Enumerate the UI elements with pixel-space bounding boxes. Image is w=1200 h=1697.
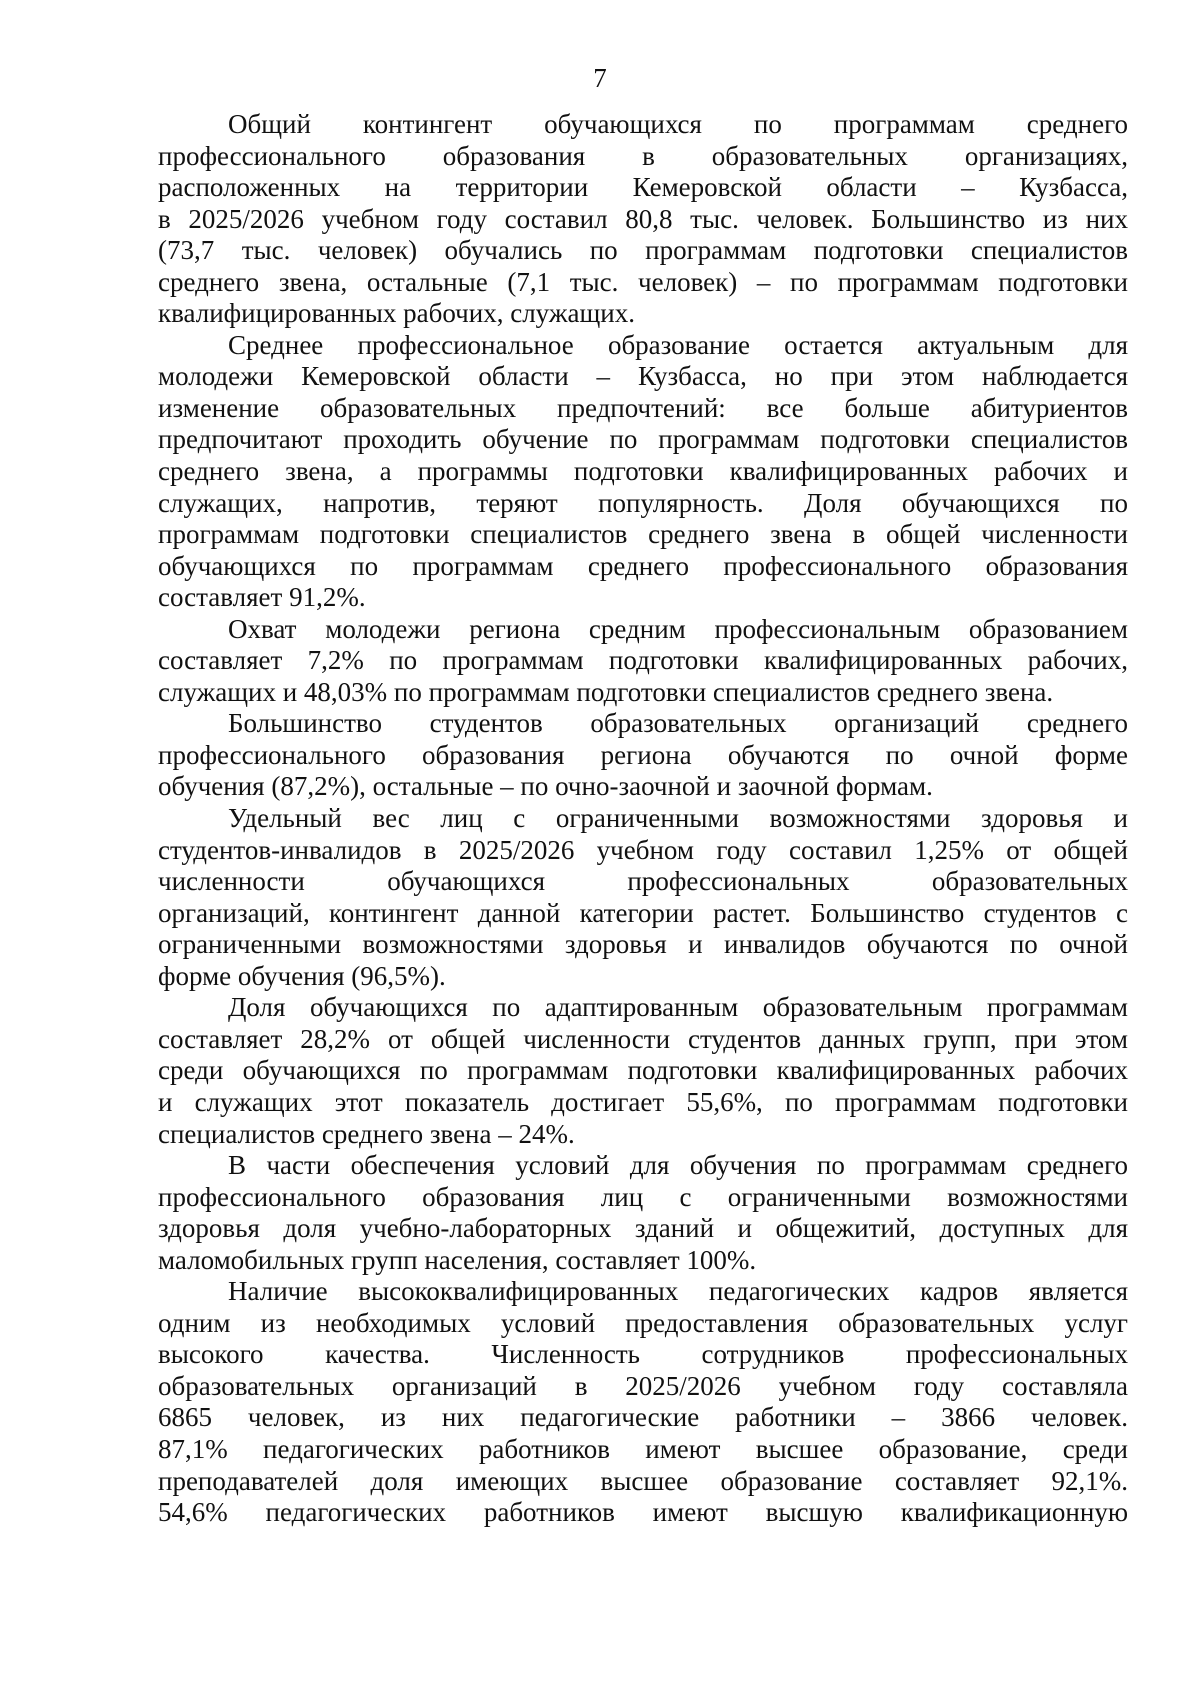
text-line: здоровья доля учебно-лабораторных зданий и общежитий, доступных для xyxy=(158,1213,1128,1244)
text-line: высокого качества. Численность сотрудников профессиональных xyxy=(158,1339,1128,1370)
text-line: программам подготовки специалистов среднего звена в общей численности xyxy=(158,519,1128,550)
paragraph xyxy=(158,614,1128,709)
text-line: изменение образовательных предпочтений: все больше абитуриентов xyxy=(158,392,1128,423)
text-line: и служащих этот показатель достигает 55,6%, по программам подготовки xyxy=(158,1086,1128,1117)
text-line: Среднее профессиональное образование остается актуальным для xyxy=(228,329,1128,360)
text-line: Общий контингент обучающихся по программам среднего xyxy=(228,109,1128,139)
text-line: ограниченными возможностями здоровья и инвалидов обучаются по очной xyxy=(158,929,1128,960)
text-line: В части обеспечения условий для обучения по программам среднего xyxy=(228,1150,1128,1181)
text-line: 87,1% педагогических работников имеют высшее образование, среди xyxy=(158,1433,1128,1464)
paragraph xyxy=(158,330,1128,614)
text-line: профессионального образования в образовательных организациях, xyxy=(158,140,1128,171)
text-line: специалистов среднего звена – 24%. xyxy=(158,1118,575,1149)
text-line: Наличие высококвалифицированных педагогических кадров является xyxy=(228,1276,1128,1307)
text-line: одним из необходимых условий предоставления образовательных услуг xyxy=(158,1307,1128,1338)
text-line: обучающихся по программам среднего профессионального образования xyxy=(158,550,1128,581)
text-line: профессионального образования лиц с ограниченными возможностями xyxy=(158,1181,1128,1212)
page-number: 7 xyxy=(593,63,607,93)
paragraph xyxy=(158,708,1128,803)
text-line: студентов-инвалидов в 2025/2026 учебном году составил 1,25% от общей xyxy=(158,834,1128,865)
text-line: Охват молодежи региона средним профессиональным образованием xyxy=(228,613,1128,644)
text-line: составляет 91,2%. xyxy=(158,582,366,613)
document-body xyxy=(158,109,1128,1529)
text-line: составляет 28,2% от общей численности студентов данных групп, при этом xyxy=(158,1023,1128,1054)
text-line: форме обучения (96,5%). xyxy=(158,960,446,991)
text-line: предпочитают проходить обучение по программам подготовки специалистов xyxy=(158,424,1128,455)
text-line: Большинство студентов образовательных организаций среднего xyxy=(228,708,1128,739)
paragraph xyxy=(158,803,1128,992)
text-line: составляет 7,2% по программам подготовки квалифицированных рабочих, xyxy=(158,645,1128,676)
text-line: 54,6% педагогических работников имеют высшую квалификационную xyxy=(158,1497,1128,1528)
paragraph xyxy=(158,109,1128,330)
text-line: 6865 человек, из них педагогические работники – 3866 человек. xyxy=(158,1402,1128,1433)
text-line: среднего звена, а программы подготовки квалифицированных рабочих и xyxy=(158,456,1128,487)
text-line: служащих и 48,03% по программам подготовки специалистов среднего звена. xyxy=(158,676,1054,707)
text-line: среднего звена, остальные (7,1 тыс. человек) – по программам подготовки xyxy=(158,266,1128,297)
text-line: квалифицированных рабочих, служащих. xyxy=(158,298,635,329)
text-line: расположенных на территории Кемеровской области – Кузбасса, xyxy=(158,172,1128,203)
text-line: молодежи Кемеровской области – Кузбасса, но при этом наблюдается xyxy=(158,361,1128,392)
paragraph xyxy=(158,992,1128,1150)
text-line: численности обучающихся профессиональных образовательных xyxy=(158,866,1128,897)
text-line: Доля обучающихся по адаптированным образовательным программам xyxy=(228,992,1128,1023)
text-line: образовательных организаций в 2025/2026 учебном году составляла xyxy=(158,1370,1128,1401)
paragraph xyxy=(158,1276,1128,1528)
text-line: среди обучающихся по программам подготовки квалифицированных рабочих xyxy=(158,1055,1128,1086)
paragraph xyxy=(158,1150,1128,1276)
text-line: (73,7 тыс. человек) обучались по программам подготовки специалистов xyxy=(158,235,1128,266)
text-line: служащих, напротив, теряют популярность. Доля обучающихся по xyxy=(158,487,1128,518)
text-line: Удельный вес лиц с ограниченными возможностями здоровья и xyxy=(228,803,1128,834)
text-line: преподавателей доля имеющих высшее образование составляет 92,1%. xyxy=(158,1465,1128,1496)
text-line: организаций, контингент данной категории растет. Большинство студентов с xyxy=(158,897,1128,928)
text-line: обучения (87,2%), остальные – по очно-заочной и заочной формам. xyxy=(158,771,933,802)
text-line: маломобильных групп населения, составляет 100%. xyxy=(158,1244,757,1275)
text-line: в 2025/2026 учебном году составил 80,8 тыс. человек. Большинство из них xyxy=(158,203,1128,234)
text-line: профессионального образования региона обучаются по очной форме xyxy=(158,739,1128,770)
